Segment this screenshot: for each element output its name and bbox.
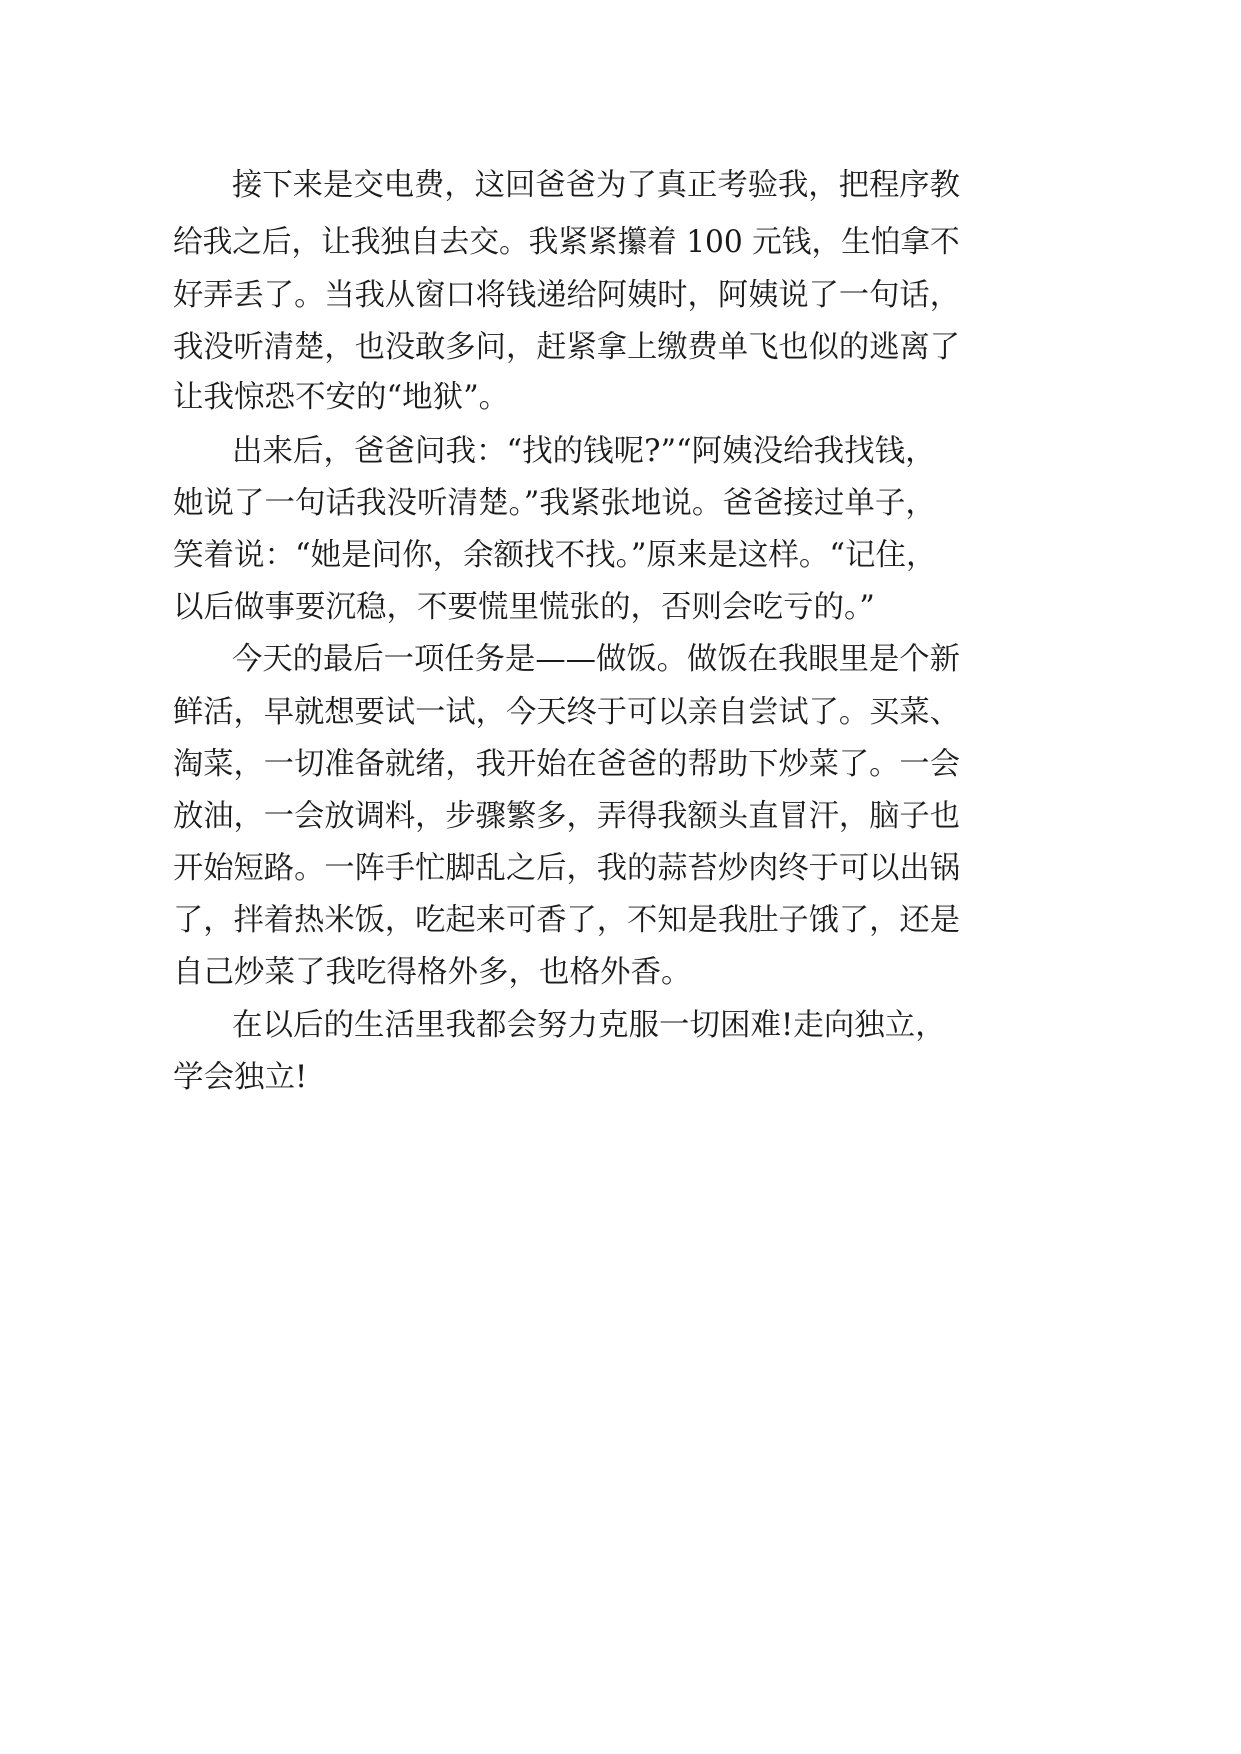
paragraph-3-line-6: 了，拌着热米饭，吃起来可香了，不知是我肚子饿了，还是 [173, 903, 960, 938]
paragraph-1-line-3: 好弄丢了。当我从窗口将钱递给阿姨时，阿姨说了一句话， [173, 278, 960, 313]
paragraph-2-line-3: 笑着说：“她是问你，余额找不找。”原来是这样。“记住， [173, 538, 937, 573]
paragraph-1-line-1: 接下来是交电费，这回爸爸为了真正考验我，把程序教 [232, 168, 960, 203]
paragraph-3-line-3: 淘菜，一切准备就绪，我开始在爸爸的帮助下炒菜了。一会 [173, 747, 960, 782]
paragraph-2-line-2: 她说了一句话我没听清楚。”我紧张地说。爸爸接过单子， [173, 486, 936, 521]
paragraph-3-line-1: 今天的最后一项任务是——做饭。做饭在我眼里是个新 [232, 642, 960, 677]
paragraph-4-line-1: 在以后的生活里我都会努力克服一切困难!走向独立， [232, 1008, 946, 1043]
paragraph-3-line-7: 自己炒菜了我吃得格外多，也格外香。 [173, 955, 692, 990]
paragraph-2-line-1: 出来后，爸爸问我：“找的钱呢?”“阿姨没给我找钱， [232, 434, 936, 469]
paragraph-1-line-2: 给我之后，让我独自去交。我紧紧攥着 100 元钱，生怕拿不 [173, 225, 960, 260]
paragraph-1-line-5: 让我惊恐不安的“地狱”。 [173, 380, 510, 415]
paragraph-2-line-4: 以后做事要沉稳，不要慌里慌张的，否则会吃亏的。” [173, 590, 875, 625]
paragraph-3-line-5: 开始短路。一阵手忙脚乱之后，我的蒜苔炒肉终于可以出锅 [173, 851, 960, 886]
paragraph-1-line-4: 我没听清楚，也没敢多问，赶紧拿上缴费单飞也似的逃离了 [173, 330, 960, 365]
paragraph-4-line-2: 学会独立! [173, 1060, 308, 1095]
paragraph-3-line-4: 放油，一会放调料，步骤繁多，弄得我额头直冒汗，脑子也 [173, 799, 960, 834]
paragraph-3-line-2: 鲜活，早就想要试一试，今天终于可以亲自尝试了。买菜、 [173, 695, 960, 730]
